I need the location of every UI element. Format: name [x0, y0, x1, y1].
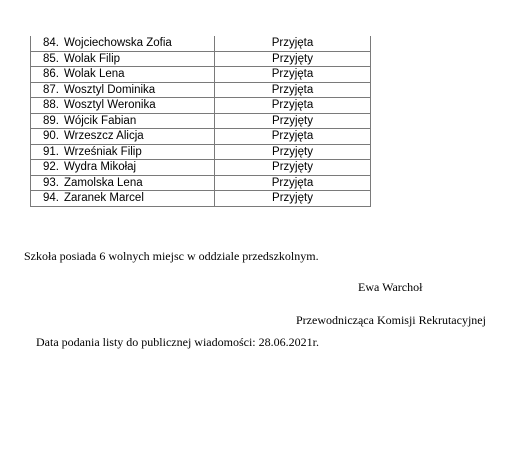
- row-number: 91.: [31, 144, 62, 160]
- candidate-name: Wojciechowska Zofia: [61, 36, 215, 51]
- candidate-name: Zaranek Marcel: [61, 191, 215, 207]
- table-row: [31, 129, 371, 145]
- publication-date: Data podania listy do publicznej wiadomości: 28.06.2021r.: [36, 335, 319, 349]
- row-number: 87.: [31, 82, 62, 98]
- candidate-name: Wolak Filip: [61, 51, 215, 67]
- signatory-name: Ewa Warchoł: [358, 280, 423, 294]
- admission-status: Przyjęta: [215, 175, 371, 191]
- free-places-note: Szkoła posiada 6 wolnych miejsc w oddziale przedszkolnym.: [24, 249, 319, 263]
- table-row: [31, 191, 371, 207]
- admission-status: Przyjęta: [215, 67, 371, 83]
- admission-status: Przyjęta: [215, 129, 371, 145]
- candidate-name: Wosztyl Weronika: [61, 98, 215, 114]
- admission-status: Przyjęty: [215, 160, 371, 176]
- table-row: [31, 144, 371, 160]
- table-body: [31, 36, 371, 206]
- candidate-name: Wydra Mikołaj: [61, 160, 215, 176]
- admission-status: Przyjęty: [215, 51, 371, 67]
- admission-status: Przyjęty: [215, 144, 371, 160]
- table-row: [31, 67, 371, 83]
- signatory-role: Przewodnicząca Komisji Rekrutacyjnej: [296, 313, 486, 327]
- row-number: 85.: [31, 51, 62, 67]
- candidate-name: Wrześniak Filip: [61, 144, 215, 160]
- admission-status: Przyjęta: [215, 98, 371, 114]
- candidate-name: Wójcik Fabian: [61, 113, 215, 129]
- candidate-name: Wolak Lena: [61, 67, 215, 83]
- candidate-name: Zamolska Lena: [61, 175, 215, 191]
- admission-status: Przyjęta: [215, 36, 371, 51]
- admission-status: Przyjęty: [215, 191, 371, 207]
- row-number: 86.: [31, 67, 62, 83]
- row-number: 92.: [31, 160, 62, 176]
- row-number: 94.: [31, 191, 62, 207]
- admission-status: Przyjęty: [215, 113, 371, 129]
- candidate-name: Wrzeszcz Alicja: [61, 129, 215, 145]
- row-number: 90.: [31, 129, 62, 145]
- row-number: 93.: [31, 175, 62, 191]
- admission-status: Przyjęta: [215, 82, 371, 98]
- table-row: [31, 36, 371, 51]
- table-row: [31, 51, 371, 67]
- table-row: [31, 98, 371, 114]
- table-row: [31, 175, 371, 191]
- table-row: [31, 113, 371, 129]
- table-row: [31, 160, 371, 176]
- row-number: 88.: [31, 98, 62, 114]
- row-number: 89.: [31, 113, 62, 129]
- row-number: 84.: [31, 36, 62, 51]
- admission-results-table: [30, 36, 371, 207]
- table-row: [31, 82, 371, 98]
- candidate-name: Wosztyl Dominika: [61, 82, 215, 98]
